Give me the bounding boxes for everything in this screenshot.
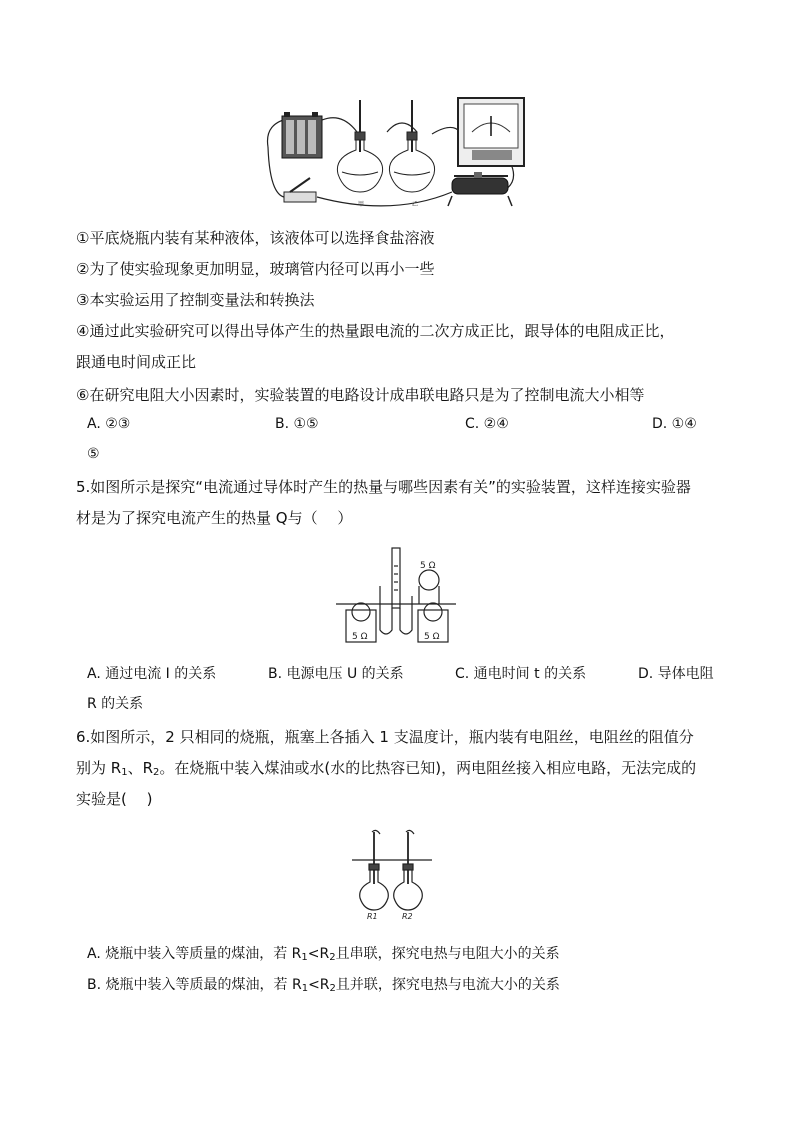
u-tube-apparatus-figure: [334, 546, 458, 646]
q4-option-b[interactable]: B. ①⑤: [275, 416, 319, 432]
resistor-left-label: 5 Ω: [352, 632, 368, 642]
q5-option-d-cont: R 的关系: [87, 696, 144, 712]
q6-option-a-sub2: 2: [329, 952, 336, 963]
two-flasks-figure: [350, 828, 434, 920]
battery-icon: [282, 112, 322, 158]
q6-sub-1: 1: [121, 767, 128, 778]
q5-stem-line2: 材是为了探究电流产生的热量 Q与（ ）: [76, 509, 353, 527]
q4-statement-6: ⑥在研究电阻大小因素时，实验装置的电路设计成串联电路只是为了控制电流大小相等: [76, 386, 645, 404]
q6-stem-line2-b: 、R: [127, 759, 154, 777]
q6-option-b-part1: B. 烧瓶中装入等质最的煤油，若 R: [87, 977, 302, 993]
q6-option-a-sub1: 1: [301, 952, 308, 963]
q6-option-b-part3: 且并联，探究电热与电流大小的关系: [335, 977, 560, 993]
q6-stem-line2: [76, 758, 696, 783]
q4-option-d-cont: ⑤: [87, 446, 100, 462]
q4-statement-2: ②为了使实验现象更加明显，玻璃管内径可以再小一些: [76, 260, 435, 278]
q6-option-a-part1: A. 烧瓶中装入等质量的煤油，若 R: [87, 946, 302, 962]
q6-stem-line2-a: 别为 R: [76, 759, 122, 777]
q4-option-d[interactable]: D. ①④: [652, 416, 697, 432]
q5-stem-line1: 5.如图所示是探究“电流通过导体时产生的热量与哪些因素有关”的实验装置，这样连接实验器: [76, 478, 691, 496]
flask-b-icon: [389, 100, 434, 192]
q6-stem-line2-c: 。在烧瓶中装入煤油或水(水的比热容已知)，两电阻丝接入相应电路，无法完成的: [159, 759, 697, 777]
q4-statement-1: ①平底烧瓶内装有某种液体，该液体可以选择食盐溶液: [76, 229, 435, 247]
q5-option-a[interactable]: A. 通过电流 I 的关系: [87, 666, 217, 682]
rheostat-icon: [448, 172, 512, 206]
q6-stem-line3: 实验是( ): [76, 790, 153, 808]
q4-statement-4: ④通过此实验研究可以得出导体产生的热量跟电流的二次方成正比，跟导体的电阻成正比，: [76, 322, 675, 340]
ammeter-icon: [458, 98, 524, 166]
flask-b-label: 乙: [412, 201, 419, 208]
q4-statement-4-cont: 跟通电时间成正比: [76, 353, 197, 371]
flask-a-icon: [337, 100, 382, 192]
q6-stem-line1: 6.如图所示，2 只相同的烧瓶，瓶塞上各插入 1 支温度计，瓶内装有电阻丝，电阻丝的阻值分: [76, 728, 694, 746]
resistor-top-label: 5 Ω: [420, 561, 436, 571]
circuit-apparatus-figure: [262, 92, 532, 220]
q6-option-b[interactable]: [87, 975, 560, 999]
flask-a-label: 甲: [358, 201, 365, 208]
q6-option-a[interactable]: [87, 944, 560, 968]
q5-option-d[interactable]: D. 导体电阻: [638, 666, 714, 682]
q6-option-b-sub1: 1: [301, 983, 309, 994]
q6-option-b-sub2: 2: [329, 983, 336, 994]
resistor-right-label: 5 Ω: [424, 632, 440, 642]
r1-label: R1: [367, 912, 378, 920]
q5-option-c[interactable]: C. 通电时间 t 的关系: [455, 666, 587, 682]
q4-statement-3: ③本实验运用了控制变量法和转换法: [76, 291, 315, 309]
q4-option-a[interactable]: A. ②③: [87, 416, 131, 432]
q6-option-b-part2: <R: [308, 977, 330, 993]
switch-icon: [284, 178, 316, 202]
q6-option-a-part3: 且串联，探究电热与电阻大小的关系: [335, 946, 560, 962]
q5-option-b[interactable]: B. 电源电压 U 的关系: [268, 666, 404, 682]
q6-option-a-part2: <R: [307, 946, 330, 962]
r2-label: R2: [402, 912, 413, 920]
q6-sub-2: 2: [153, 767, 160, 778]
q4-option-c[interactable]: C. ②④: [465, 416, 509, 432]
